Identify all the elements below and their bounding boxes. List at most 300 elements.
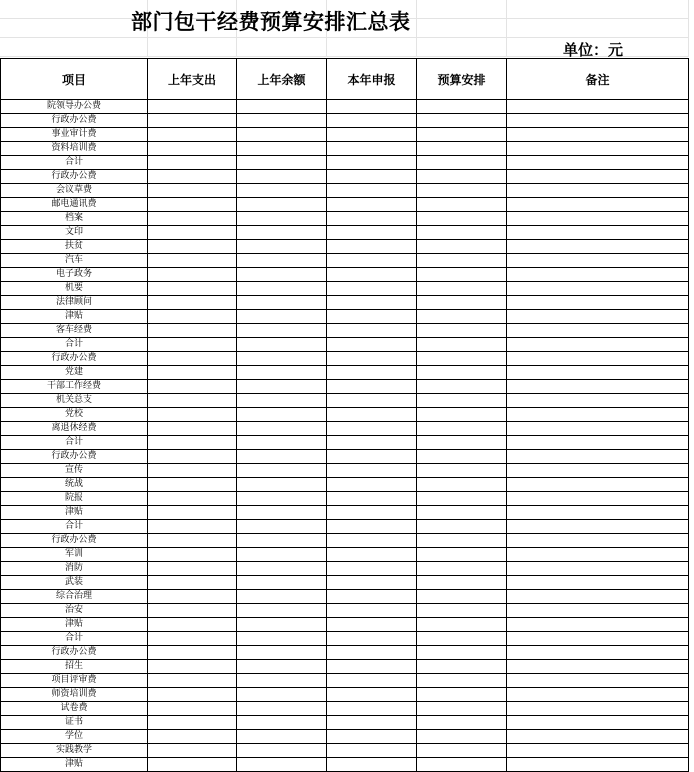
cell-budget-allocation[interactable]	[417, 310, 507, 324]
cell-budget-allocation[interactable]	[417, 618, 507, 632]
cell-remarks[interactable]	[507, 184, 689, 198]
cell-remarks[interactable]	[507, 240, 689, 254]
cell-item[interactable]: 津贴	[1, 310, 148, 324]
cell-last-year-expense[interactable]	[148, 100, 237, 114]
cell-last-year-expense[interactable]	[148, 520, 237, 534]
cell-budget-allocation[interactable]	[417, 744, 507, 758]
cell-item[interactable]: 院领导办公费	[1, 100, 148, 114]
cell-last-year-expense[interactable]	[148, 338, 237, 352]
cell-this-year-request[interactable]	[327, 338, 417, 352]
cell-last-year-balance[interactable]	[237, 268, 327, 282]
cell-budget-allocation[interactable]	[417, 198, 507, 212]
cell-last-year-balance[interactable]	[237, 184, 327, 198]
cell-item[interactable]: 扶贫	[1, 240, 148, 254]
cell-last-year-balance[interactable]	[237, 142, 327, 156]
cell-remarks[interactable]	[507, 506, 689, 520]
cell-last-year-balance[interactable]	[237, 744, 327, 758]
cell-last-year-expense[interactable]	[148, 226, 237, 240]
cell-last-year-balance[interactable]	[237, 254, 327, 268]
cell-last-year-expense[interactable]	[148, 282, 237, 296]
cell-last-year-balance[interactable]	[237, 170, 327, 184]
header-budget-allocation[interactable]: 预算安排	[417, 59, 507, 100]
cell-remarks[interactable]	[507, 674, 689, 688]
cell-item[interactable]: 党校	[1, 408, 148, 422]
cell-this-year-request[interactable]	[327, 366, 417, 380]
cell-this-year-request[interactable]	[327, 212, 417, 226]
cell-last-year-balance[interactable]	[237, 618, 327, 632]
cell-this-year-request[interactable]	[327, 436, 417, 450]
cell-item[interactable]: 实践教学	[1, 744, 148, 758]
cell-budget-allocation[interactable]	[417, 520, 507, 534]
cell-budget-allocation[interactable]	[417, 338, 507, 352]
cell-budget-allocation[interactable]	[417, 436, 507, 450]
cell-budget-allocation[interactable]	[417, 758, 507, 772]
cell-item[interactable]: 会议草费	[1, 184, 148, 198]
cell-last-year-balance[interactable]	[237, 590, 327, 604]
cell-last-year-expense[interactable]	[148, 170, 237, 184]
cell-last-year-expense[interactable]	[148, 436, 237, 450]
cell-last-year-expense[interactable]	[148, 366, 237, 380]
cell-last-year-expense[interactable]	[148, 142, 237, 156]
cell-last-year-expense[interactable]	[148, 156, 237, 170]
cell-last-year-expense[interactable]	[148, 268, 237, 282]
cell-this-year-request[interactable]	[327, 352, 417, 366]
cell-last-year-balance[interactable]	[237, 506, 327, 520]
cell-last-year-expense[interactable]	[148, 506, 237, 520]
cell-remarks[interactable]	[507, 744, 689, 758]
cell-this-year-request[interactable]	[327, 142, 417, 156]
cell-this-year-request[interactable]	[327, 408, 417, 422]
cell-remarks[interactable]	[507, 338, 689, 352]
cell-last-year-expense[interactable]	[148, 394, 237, 408]
table-row	[1, 324, 689, 338]
cell-item[interactable]: 院报	[1, 492, 148, 506]
cell-item[interactable]: 行政办公费	[1, 646, 148, 660]
cell-remarks[interactable]	[507, 212, 689, 226]
cell-last-year-expense[interactable]	[148, 674, 237, 688]
cell-budget-allocation[interactable]	[417, 632, 507, 646]
cell-item[interactable]: 邮电通讯费	[1, 198, 148, 212]
cell-item[interactable]: 行政办公费	[1, 114, 148, 128]
cell-this-year-request[interactable]	[327, 394, 417, 408]
cell-budget-allocation[interactable]	[417, 324, 507, 338]
cell-remarks[interactable]	[507, 282, 689, 296]
cell-item[interactable]: 电子政务	[1, 268, 148, 282]
cell-last-year-expense[interactable]	[148, 632, 237, 646]
cell-budget-allocation[interactable]	[417, 240, 507, 254]
cell-last-year-expense[interactable]	[148, 310, 237, 324]
cell-last-year-balance[interactable]	[237, 632, 327, 646]
cell-this-year-request[interactable]	[327, 660, 417, 674]
cell-this-year-request[interactable]	[327, 198, 417, 212]
cell-last-year-balance[interactable]	[237, 324, 327, 338]
cell-last-year-expense[interactable]	[148, 688, 237, 702]
cell-this-year-request[interactable]	[327, 758, 417, 772]
cell-budget-allocation[interactable]	[417, 394, 507, 408]
cell-item[interactable]: 行政办公费	[1, 352, 148, 366]
cell-item[interactable]: 离退休经费	[1, 422, 148, 436]
cell-last-year-balance[interactable]	[237, 282, 327, 296]
cell-last-year-expense[interactable]	[148, 114, 237, 128]
cell-this-year-request[interactable]	[327, 534, 417, 548]
cell-last-year-balance[interactable]	[237, 394, 327, 408]
cell-item[interactable]: 党建	[1, 366, 148, 380]
cell-last-year-expense[interactable]	[148, 478, 237, 492]
cell-last-year-expense[interactable]	[148, 576, 237, 590]
cell-budget-allocation[interactable]	[417, 492, 507, 506]
cell-last-year-balance[interactable]	[237, 520, 327, 534]
cell-last-year-balance[interactable]	[237, 436, 327, 450]
cell-budget-allocation[interactable]	[417, 352, 507, 366]
cell-budget-allocation[interactable]	[417, 282, 507, 296]
cell-item[interactable]: 武装	[1, 576, 148, 590]
cell-remarks[interactable]	[507, 716, 689, 730]
cell-item[interactable]: 合计	[1, 338, 148, 352]
cell-remarks[interactable]	[507, 520, 689, 534]
cell-remarks[interactable]	[507, 436, 689, 450]
cell-item[interactable]: 机要	[1, 282, 148, 296]
cell-this-year-request[interactable]	[327, 128, 417, 142]
cell-remarks[interactable]	[507, 464, 689, 478]
cell-last-year-expense[interactable]	[148, 660, 237, 674]
cell-last-year-expense[interactable]	[148, 618, 237, 632]
cell-budget-allocation[interactable]	[417, 184, 507, 198]
cell-item[interactable]: 宣传	[1, 464, 148, 478]
cell-this-year-request[interactable]	[327, 744, 417, 758]
cell-this-year-request[interactable]	[327, 422, 417, 436]
cell-last-year-balance[interactable]	[237, 240, 327, 254]
cell-this-year-request[interactable]	[327, 492, 417, 506]
cell-item[interactable]: 招生	[1, 660, 148, 674]
cell-budget-allocation[interactable]	[417, 548, 507, 562]
cell-budget-allocation[interactable]	[417, 450, 507, 464]
cell-remarks[interactable]	[507, 478, 689, 492]
cell-item[interactable]: 事业审计费	[1, 128, 148, 142]
cell-item[interactable]: 行政办公费	[1, 534, 148, 548]
cell-last-year-expense[interactable]	[148, 716, 237, 730]
cell-this-year-request[interactable]	[327, 702, 417, 716]
cell-item[interactable]: 学位	[1, 730, 148, 744]
cell-remarks[interactable]	[507, 128, 689, 142]
cell-budget-allocation[interactable]	[417, 464, 507, 478]
cell-this-year-request[interactable]	[327, 632, 417, 646]
cell-last-year-expense[interactable]	[148, 240, 237, 254]
cell-remarks[interactable]	[507, 296, 689, 310]
cell-this-year-request[interactable]	[327, 618, 417, 632]
cell-remarks[interactable]	[507, 548, 689, 562]
cell-this-year-request[interactable]	[327, 604, 417, 618]
cell-remarks[interactable]	[507, 310, 689, 324]
cell-remarks[interactable]	[507, 394, 689, 408]
cell-last-year-balance[interactable]	[237, 674, 327, 688]
cell-last-year-balance[interactable]	[237, 380, 327, 394]
cell-last-year-expense[interactable]	[148, 352, 237, 366]
cell-last-year-balance[interactable]	[237, 352, 327, 366]
cell-remarks[interactable]	[507, 226, 689, 240]
cell-item[interactable]: 试卷费	[1, 702, 148, 716]
cell-remarks[interactable]	[507, 254, 689, 268]
cell-item[interactable]: 项目评审费	[1, 674, 148, 688]
cell-this-year-request[interactable]	[327, 562, 417, 576]
cell-last-year-balance[interactable]	[237, 408, 327, 422]
cell-this-year-request[interactable]	[327, 296, 417, 310]
header-this-year-request[interactable]: 本年申报	[327, 59, 417, 100]
cell-item[interactable]: 治安	[1, 604, 148, 618]
cell-this-year-request[interactable]	[327, 268, 417, 282]
cell-remarks[interactable]	[507, 422, 689, 436]
cell-remarks[interactable]	[507, 534, 689, 548]
cell-remarks[interactable]	[507, 758, 689, 772]
cell-item[interactable]: 军训	[1, 548, 148, 562]
cell-item[interactable]: 行政办公费	[1, 450, 148, 464]
cell-item[interactable]: 文印	[1, 226, 148, 240]
cell-last-year-expense[interactable]	[148, 590, 237, 604]
cell-last-year-balance[interactable]	[237, 310, 327, 324]
cell-remarks[interactable]	[507, 142, 689, 156]
header-last-year-expense[interactable]: 上年支出	[148, 59, 237, 100]
cell-budget-allocation[interactable]	[417, 702, 507, 716]
cell-this-year-request[interactable]	[327, 450, 417, 464]
cell-budget-allocation[interactable]	[417, 114, 507, 128]
cell-last-year-balance[interactable]	[237, 702, 327, 716]
cell-this-year-request[interactable]	[327, 100, 417, 114]
cell-budget-allocation[interactable]	[417, 254, 507, 268]
cell-budget-allocation[interactable]	[417, 296, 507, 310]
cell-remarks[interactable]	[507, 576, 689, 590]
cell-budget-allocation[interactable]	[417, 408, 507, 422]
cell-this-year-request[interactable]	[327, 114, 417, 128]
cell-remarks[interactable]	[507, 492, 689, 506]
cell-last-year-balance[interactable]	[237, 422, 327, 436]
cell-last-year-balance[interactable]	[237, 604, 327, 618]
cell-last-year-balance[interactable]	[237, 156, 327, 170]
cell-last-year-expense[interactable]	[148, 646, 237, 660]
budget-table	[0, 58, 689, 772]
cell-remarks[interactable]	[507, 100, 689, 114]
cell-last-year-expense[interactable]	[148, 128, 237, 142]
cell-item[interactable]: 客车经费	[1, 324, 148, 338]
cell-last-year-expense[interactable]	[148, 604, 237, 618]
cell-last-year-expense[interactable]	[148, 296, 237, 310]
cell-item[interactable]: 干部工作经费	[1, 380, 148, 394]
cell-last-year-expense[interactable]	[148, 702, 237, 716]
cell-last-year-balance[interactable]	[237, 114, 327, 128]
cell-item[interactable]: 津贴	[1, 618, 148, 632]
cell-remarks[interactable]	[507, 366, 689, 380]
cell-remarks[interactable]	[507, 730, 689, 744]
cell-item[interactable]: 津贴	[1, 506, 148, 520]
cell-remarks[interactable]	[507, 324, 689, 338]
cell-budget-allocation[interactable]	[417, 422, 507, 436]
cell-last-year-balance[interactable]	[237, 338, 327, 352]
cell-this-year-request[interactable]	[327, 184, 417, 198]
cell-this-year-request[interactable]	[327, 254, 417, 268]
cell-budget-allocation[interactable]	[417, 128, 507, 142]
cell-last-year-balance[interactable]	[237, 716, 327, 730]
cell-remarks[interactable]	[507, 604, 689, 618]
cell-last-year-expense[interactable]	[148, 730, 237, 744]
cell-remarks[interactable]	[507, 646, 689, 660]
cell-budget-allocation[interactable]	[417, 716, 507, 730]
cell-budget-allocation[interactable]	[417, 506, 507, 520]
cell-last-year-expense[interactable]	[148, 184, 237, 198]
cell-last-year-expense[interactable]	[148, 324, 237, 338]
cell-budget-allocation[interactable]	[417, 170, 507, 184]
cell-last-year-balance[interactable]	[237, 534, 327, 548]
cell-last-year-expense[interactable]	[148, 450, 237, 464]
cell-remarks[interactable]	[507, 408, 689, 422]
cell-budget-allocation[interactable]	[417, 646, 507, 660]
cell-this-year-request[interactable]	[327, 478, 417, 492]
cell-this-year-request[interactable]	[327, 576, 417, 590]
cell-item[interactable]: 法律顾问	[1, 296, 148, 310]
cell-this-year-request[interactable]	[327, 380, 417, 394]
cell-remarks[interactable]	[507, 156, 689, 170]
cell-last-year-balance[interactable]	[237, 450, 327, 464]
cell-last-year-balance[interactable]	[237, 212, 327, 226]
cell-budget-allocation[interactable]	[417, 688, 507, 702]
table-row	[1, 688, 689, 702]
cell-this-year-request[interactable]	[327, 730, 417, 744]
cell-last-year-balance[interactable]	[237, 128, 327, 142]
cell-item[interactable]: 综合治理	[1, 590, 148, 604]
cell-item[interactable]: 行政办公费	[1, 170, 148, 184]
cell-budget-allocation[interactable]	[417, 380, 507, 394]
cell-last-year-balance[interactable]	[237, 688, 327, 702]
cell-budget-allocation[interactable]	[417, 590, 507, 604]
cell-budget-allocation[interactable]	[417, 576, 507, 590]
cell-budget-allocation[interactable]	[417, 730, 507, 744]
cell-remarks[interactable]	[507, 450, 689, 464]
cell-remarks[interactable]	[507, 562, 689, 576]
cell-last-year-balance[interactable]	[237, 660, 327, 674]
cell-remarks[interactable]	[507, 352, 689, 366]
cell-last-year-expense[interactable]	[148, 408, 237, 422]
cell-last-year-balance[interactable]	[237, 548, 327, 562]
cell-this-year-request[interactable]	[327, 646, 417, 660]
table-row	[1, 548, 689, 562]
cell-last-year-expense[interactable]	[148, 380, 237, 394]
cell-budget-allocation[interactable]	[417, 366, 507, 380]
cell-this-year-request[interactable]	[327, 464, 417, 478]
cell-item[interactable]: 资料培训费	[1, 142, 148, 156]
cell-budget-allocation[interactable]	[417, 156, 507, 170]
cell-last-year-balance[interactable]	[237, 576, 327, 590]
cell-budget-allocation[interactable]	[417, 674, 507, 688]
cell-budget-allocation[interactable]	[417, 534, 507, 548]
cell-last-year-expense[interactable]	[148, 492, 237, 506]
cell-budget-allocation[interactable]	[417, 142, 507, 156]
table-row	[1, 380, 689, 394]
cell-last-year-balance[interactable]	[237, 758, 327, 772]
cell-budget-allocation[interactable]	[417, 478, 507, 492]
cell-budget-allocation[interactable]	[417, 100, 507, 114]
cell-remarks[interactable]	[507, 590, 689, 604]
header-item[interactable]: 项目	[1, 59, 148, 100]
cell-budget-allocation[interactable]	[417, 226, 507, 240]
cell-last-year-balance[interactable]	[237, 100, 327, 114]
cell-item[interactable]: 证书	[1, 716, 148, 730]
cell-this-year-request[interactable]	[327, 716, 417, 730]
cell-item[interactable]: 师资培训费	[1, 688, 148, 702]
cell-last-year-balance[interactable]	[237, 366, 327, 380]
cell-remarks[interactable]	[507, 688, 689, 702]
cell-this-year-request[interactable]	[327, 156, 417, 170]
cell-budget-allocation[interactable]	[417, 562, 507, 576]
cell-last-year-expense[interactable]	[148, 534, 237, 548]
cell-last-year-expense[interactable]	[148, 198, 237, 212]
cell-last-year-balance[interactable]	[237, 198, 327, 212]
cell-last-year-expense[interactable]	[148, 212, 237, 226]
cell-this-year-request[interactable]	[327, 170, 417, 184]
cell-item[interactable]: 合计	[1, 632, 148, 646]
cell-last-year-expense[interactable]	[148, 758, 237, 772]
cell-remarks[interactable]	[507, 114, 689, 128]
cell-this-year-request[interactable]	[327, 506, 417, 520]
cell-last-year-balance[interactable]	[237, 562, 327, 576]
cell-last-year-expense[interactable]	[148, 464, 237, 478]
cell-this-year-request[interactable]	[327, 548, 417, 562]
cell-last-year-balance[interactable]	[237, 296, 327, 310]
cell-budget-allocation[interactable]	[417, 212, 507, 226]
header-last-year-balance[interactable]: 上年余额	[237, 59, 327, 100]
cell-last-year-expense[interactable]	[148, 548, 237, 562]
cell-last-year-balance[interactable]	[237, 478, 327, 492]
cell-this-year-request[interactable]	[327, 590, 417, 604]
cell-this-year-request[interactable]	[327, 226, 417, 240]
cell-remarks[interactable]	[507, 618, 689, 632]
cell-remarks[interactable]	[507, 198, 689, 212]
cell-item[interactable]: 合计	[1, 436, 148, 450]
cell-item[interactable]: 津贴	[1, 758, 148, 772]
cell-item[interactable]: 合计	[1, 520, 148, 534]
table-row	[1, 450, 689, 464]
cell-item[interactable]: 机关总支	[1, 394, 148, 408]
cell-this-year-request[interactable]	[327, 240, 417, 254]
cell-budget-allocation[interactable]	[417, 268, 507, 282]
cell-last-year-balance[interactable]	[237, 464, 327, 478]
cell-item[interactable]: 合计	[1, 156, 148, 170]
cell-budget-allocation[interactable]	[417, 604, 507, 618]
cell-item[interactable]: 统战	[1, 478, 148, 492]
cell-this-year-request[interactable]	[327, 520, 417, 534]
cell-this-year-request[interactable]	[327, 674, 417, 688]
cell-last-year-balance[interactable]	[237, 226, 327, 240]
header-remarks[interactable]: 备注	[507, 59, 689, 100]
cell-this-year-request[interactable]	[327, 688, 417, 702]
cell-this-year-request[interactable]	[327, 310, 417, 324]
cell-last-year-expense[interactable]	[148, 744, 237, 758]
cell-last-year-balance[interactable]	[237, 646, 327, 660]
cell-remarks[interactable]	[507, 632, 689, 646]
cell-last-year-expense[interactable]	[148, 562, 237, 576]
cell-remarks[interactable]	[507, 380, 689, 394]
cell-budget-allocation[interactable]	[417, 660, 507, 674]
cell-last-year-balance[interactable]	[237, 730, 327, 744]
cell-item[interactable]: 档案	[1, 212, 148, 226]
cell-last-year-expense[interactable]	[148, 254, 237, 268]
cell-this-year-request[interactable]	[327, 324, 417, 338]
cell-remarks[interactable]	[507, 268, 689, 282]
cell-remarks[interactable]	[507, 170, 689, 184]
cell-this-year-request[interactable]	[327, 282, 417, 296]
cell-last-year-balance[interactable]	[237, 492, 327, 506]
cell-item[interactable]: 消防	[1, 562, 148, 576]
cell-remarks[interactable]	[507, 702, 689, 716]
cell-item[interactable]: 汽车	[1, 254, 148, 268]
cell-last-year-expense[interactable]	[148, 422, 237, 436]
cell-remarks[interactable]	[507, 660, 689, 674]
